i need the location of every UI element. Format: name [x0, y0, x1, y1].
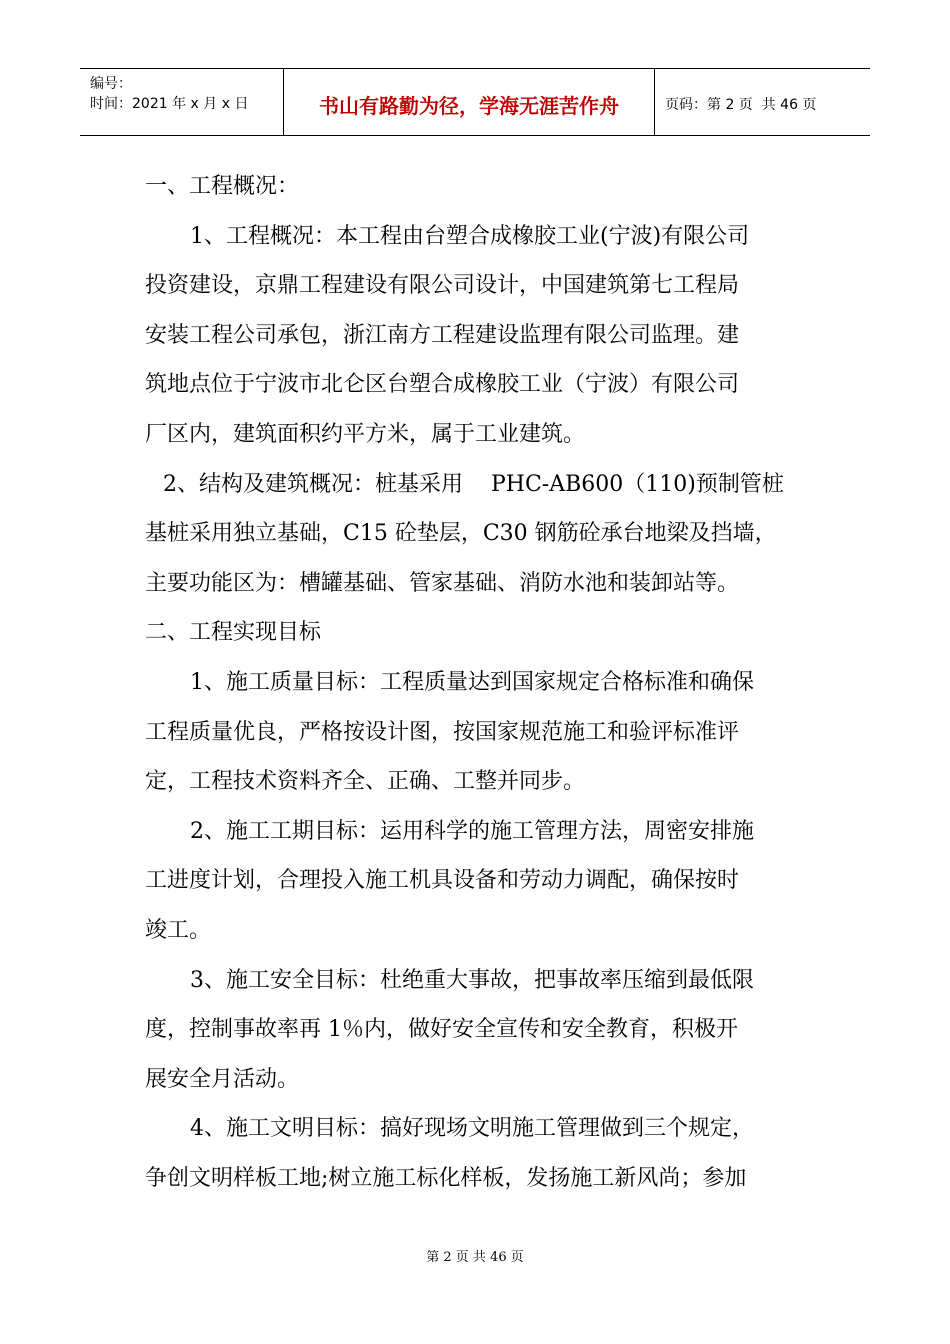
paragraph-line: 1、工程概况：本工程由台塑合成橡胶工业(宁波)有限公司 [190, 223, 750, 249]
header-page-label: 页码：第 2 页 共 46 页 [665, 97, 817, 113]
section-heading: 二、工程实现目标 [145, 620, 322, 646]
paragraph-line: 争创文明样板工地;树立施工标化样板，发扬施工新风尚；参加 [145, 1165, 747, 1191]
paragraph-line: 竣工。 [145, 917, 212, 943]
paragraph-line: 筑地点位于宁波市北仑区台塑合成橡胶工业（宁波）有限公司 [145, 372, 740, 398]
header-motto: 书山有路勤为径，学海无涯苦作舟 [283, 69, 655, 135]
header-page-info [655, 69, 870, 135]
document-time-label: 时间：2021 年 x 月 x 日 [90, 96, 249, 112]
paragraph-line: 投资建设，京鼎工程建设有限公司设计，中国建筑第七工程局 [145, 273, 740, 299]
paragraph-line: 2、结构及建筑概况：桩基采用 PHC-AB600（110)预制管桩 [163, 471, 784, 497]
header-meta [80, 69, 283, 135]
paragraph-line: 厂区内，建筑面积约平方米，属于工业建筑。 [145, 421, 586, 447]
paragraph-line: 度，控制事故率再 1％内，做好安全宣传和安全教育，积极开 [145, 1017, 738, 1043]
paragraph-line: 主要功能区为：槽罐基础、管家基础、消防水池和装卸站等。 [145, 570, 740, 596]
paragraph-line: 1、施工质量目标：工程质量达到国家规定合格标准和确保 [190, 669, 754, 695]
document-body [145, 162, 825, 1203]
page-footer: 第 2 页 共 46 页 [426, 1250, 524, 1265]
paragraph-line: 2、施工工期目标：运用科学的施工管理方法，周密安排施 [190, 818, 754, 844]
paragraph-line: 定，工程技术资料齐全、正确、工整并同步。 [145, 769, 586, 795]
document-number-label: 编号： [90, 76, 132, 92]
paragraph-line: 3、施工安全目标：杜绝重大事故，把事故率压缩到最低限 [190, 967, 754, 993]
paragraph-line: 工进度计划，合理投入施工机具设备和劳动力调配，确保按时 [145, 868, 740, 894]
paragraph-line: 4、施工文明目标：搞好现场文明施工管理做到三个规定， [190, 1116, 754, 1142]
page-header [80, 68, 870, 136]
paragraph-line: 基桩采用独立基础，C15 砼垫层，C30 钢筋砼承台地梁及挡墙， [145, 521, 777, 547]
paragraph-line: 工程质量优良，严格按设计图，按国家规范施工和验评标准评 [145, 719, 740, 745]
paragraph-line: 安装工程公司承包，浙江南方工程建设监理有限公司监理。建 [145, 322, 740, 348]
section-heading: 一、工程概况： [145, 174, 300, 199]
paragraph-line: 展安全月活动。 [145, 1066, 300, 1092]
